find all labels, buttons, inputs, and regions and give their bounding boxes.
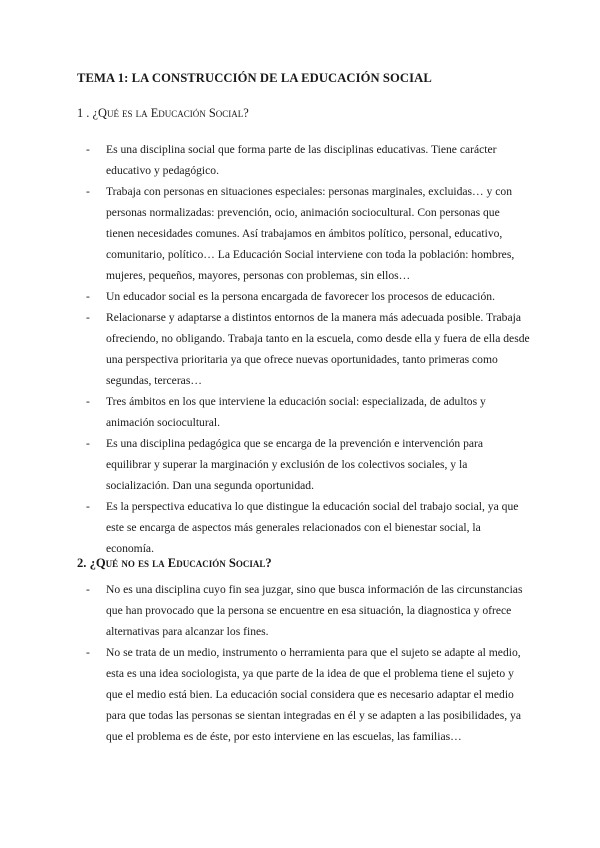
list-item bbox=[0, 181, 600, 286]
list-item-text: No es una disciplina cuyo fin sea juzgar, sino que busca información de las circunstancias que han provocado que la persona se encuentre en esa situación, la diagnostica y ofrece alternativas para alcanzar los fines. bbox=[106, 583, 523, 638]
list-item-text: Es una disciplina social que forma parte de las disciplinas educativas. Tiene carácter educativo y pedagógico. bbox=[106, 143, 497, 177]
list-item bbox=[0, 496, 600, 559]
bullet-dash: - bbox=[86, 311, 90, 324]
list-item bbox=[0, 139, 600, 181]
list-item bbox=[0, 391, 600, 433]
section-1-heading bbox=[77, 106, 249, 121]
list-item-text: Relacionarse y adaptarse a distintos entornos de la manera más adecuada posible. Trabaja ofreciendo, no obligando. Trabaja tanto en la escuela, como desde ella y fuera de ella desde una perspectiva prioritaria ya que ofrece nuevas oportunidades, tanto primeras como segundas, terceras… bbox=[106, 311, 530, 387]
section-1-list bbox=[0, 139, 600, 559]
section-2-list bbox=[0, 579, 600, 747]
bullet-dash: - bbox=[86, 500, 90, 513]
bullet-dash: - bbox=[86, 290, 90, 303]
bullet-dash: - bbox=[86, 395, 90, 408]
list-item bbox=[0, 579, 600, 642]
section-2-heading bbox=[77, 556, 272, 571]
bullet-dash: - bbox=[86, 583, 90, 596]
bullet-dash: - bbox=[86, 646, 90, 659]
section-1-number: 1 . bbox=[77, 106, 93, 120]
bullet-dash: - bbox=[86, 437, 90, 450]
section-2-heading-text: ¿Qué no es la Educación Social? bbox=[89, 556, 272, 570]
section-1-heading-text: ¿Qué es la Educación Social? bbox=[92, 106, 249, 120]
list-item-text: Un educador social es la persona encargada de favorecer los procesos de educación. bbox=[106, 290, 495, 303]
list-item bbox=[0, 642, 600, 747]
bullet-dash: - bbox=[86, 143, 90, 156]
list-item-text: Tres ámbitos en los que interviene la educación social: especializada, de adultos y animación sociocultural. bbox=[106, 395, 486, 429]
list-item-text: No se trata de un medio, instrumento o herramienta para que el sujeto se adapte al medio, esta es una idea sociologista, ya que parte de la idea de que el problema tiene el sujeto y que el medio está bien. La educación social considera que es necesario adaptar el medio para que todas las personas se sientan integradas en él y se adapten a las posibilidades, ya que el problema es de éste, por esto interviene en las escuelas, las familias… bbox=[106, 646, 521, 743]
list-item-text: Es la perspectiva educativa lo que distingue la educación social del trabajo social, ya que este se encarga de aspectos más generales relacionados con el bienestar social, la economía. bbox=[106, 500, 519, 555]
document-title: TEMA 1: LA CONSTRUCCIÓN DE LA EDUCACIÓN SOCIAL bbox=[77, 71, 432, 85]
bullet-dash: - bbox=[86, 185, 90, 198]
section-2-number: 2. bbox=[77, 556, 90, 570]
list-item bbox=[0, 307, 600, 391]
list-item bbox=[0, 286, 600, 307]
list-item bbox=[0, 433, 600, 496]
list-item-text: Es una disciplina pedagógica que se encarga de la prevención e intervención para equilibrar y superar la marginación y exclusión de los colectivos sociales, y la socialización. Dan una segunda oportunidad. bbox=[106, 437, 484, 492]
list-item-text: Trabaja con personas en situaciones especiales: personas marginales, excluidas… y con personas normalizadas: prevención, ocio, animación sociocultural. Con personas que tienen necesidades comunes. Así trabajamos en ámbitos político, personal, educativo, comunitario, político… La Educación Social interviene con toda la población: hombres, mujeres, pequeños, mayores, personas con problemas, sin ellos… bbox=[106, 185, 515, 282]
